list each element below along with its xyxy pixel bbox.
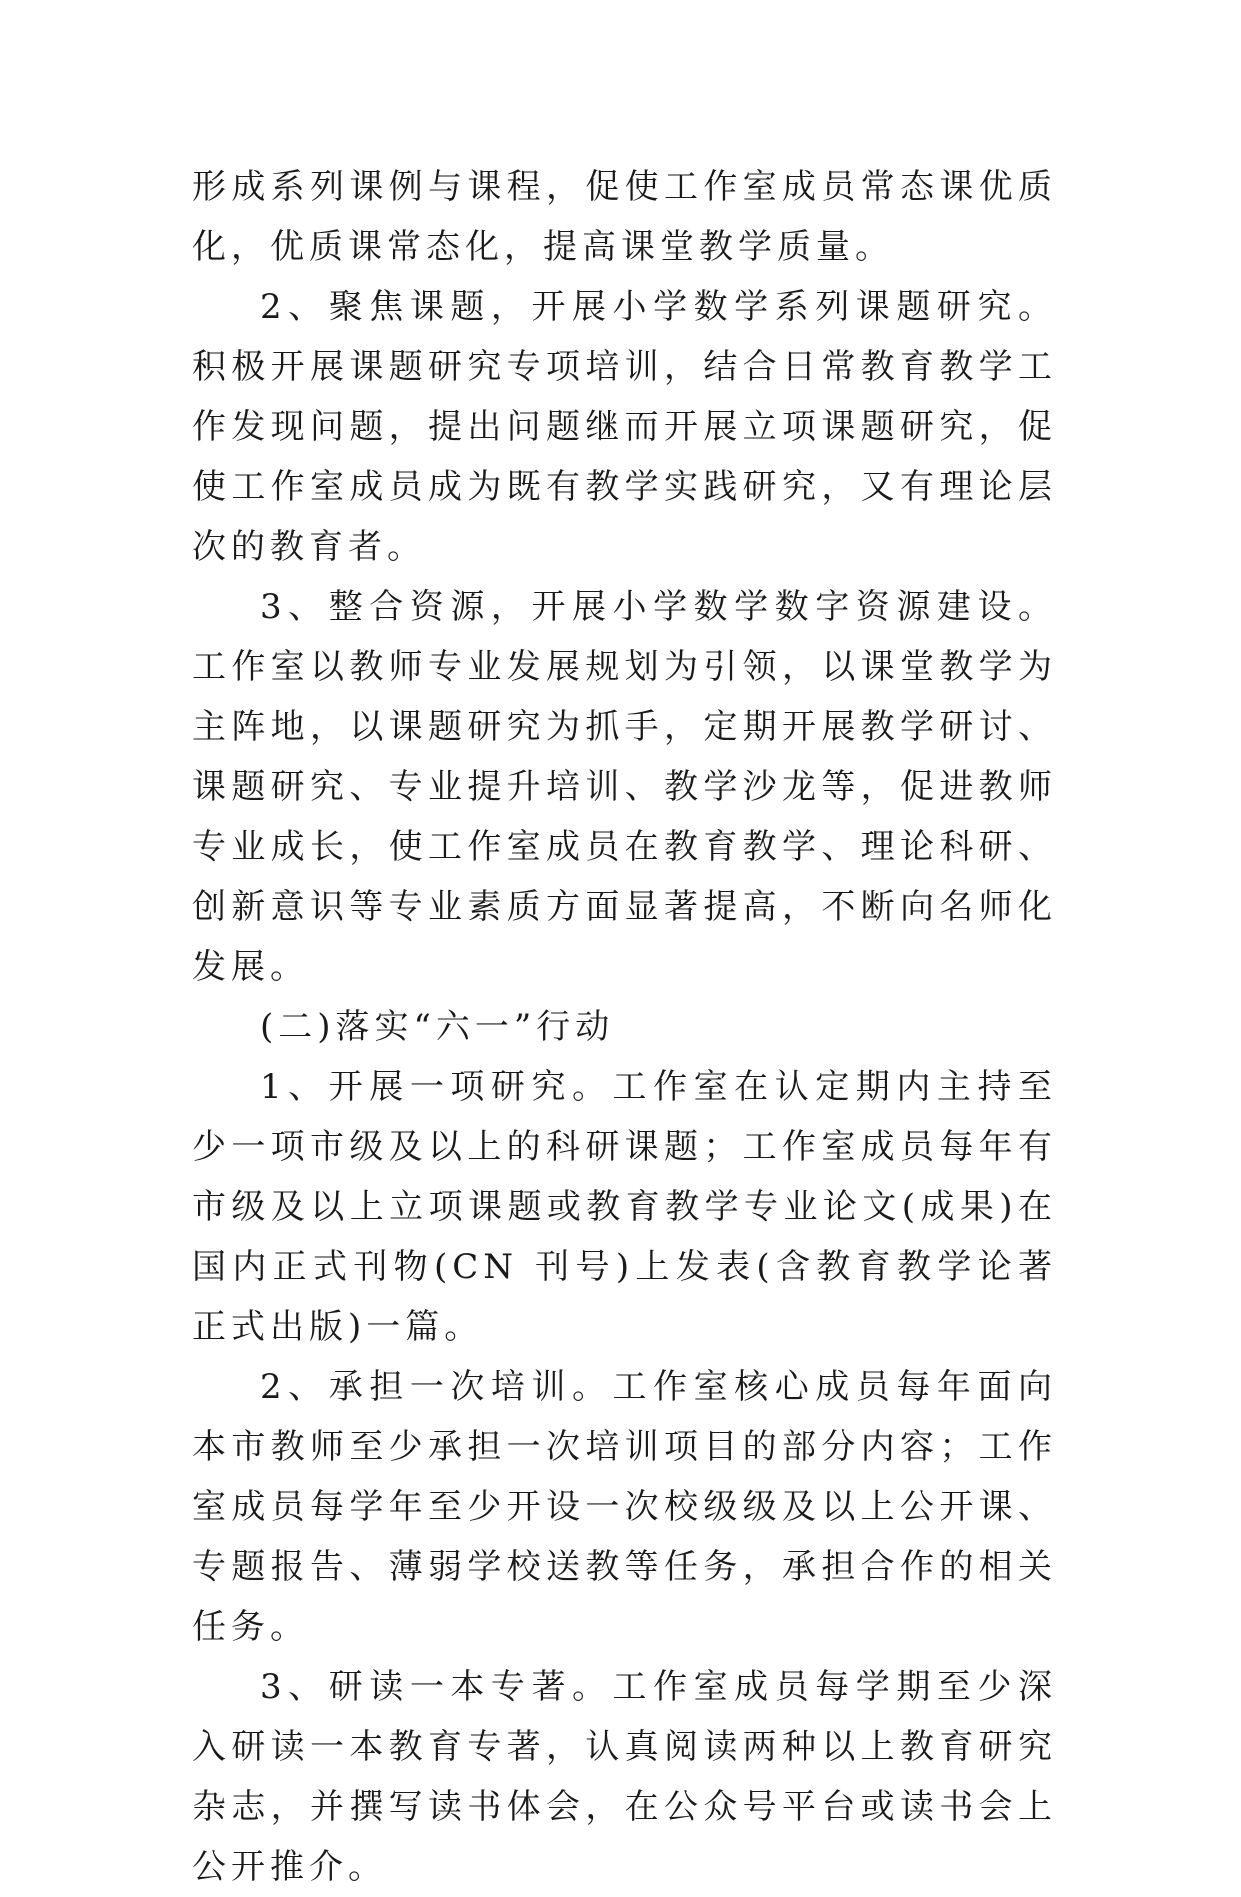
paragraph-action-3: 3、研读一本专著。工作室成员每学期至少深入研读一本教育专著，认真阅读两种以上教育研究杂志，并撰写读书体会，在公众号平台或读书会上公开推介。 [192,1667,1057,1887]
paragraph-item-2-research: 2、聚焦课题，开展小学数学系列课题研究。积极开展课题研究专项培训，结合日常教育教学工作发现问题，提出问题继而开展立项课题研究，促使工作室成员成为既有教学实践研究，又有理论层次的教育者。 [192,287,1057,567]
paragraph-action-2: 2、承担一次培训。工作室核心成员每年面向本市教师至少承担一次培训项目的部分内容；工作室成员每学年至少开设一次校级级及以上公开课、专题报告、薄弱学校送教等任务，承担合作的相关任务。 [192,1367,1057,1647]
section-heading-liuyi: (二)落实“六一”行动 [260,1007,615,1047]
paragraph-item-3-resources: 3、整合资源，开展小学数学数字资源建设。工作室以教师专业发展规划为引领，以课堂教学为主阵地，以课题研究为抓手，定期开展教学研讨、课题研究、专业提升培训、教学沙龙等，促进教师专业成长，使工作室成员在教育教学、理论科研、创新意识等专业素质方面显著提高，不断向名师化发展。 [192,587,1057,987]
paragraph-intro-continuation: 形成系列课例与课程，促使工作室成员常态课优质化，优质课常态化，提高课堂教学质量。 [192,167,1057,267]
document-body [192,157,1057,1897]
paragraph-action-1: 1、开展一项研究。工作室在认定期内主持至少一项市级及以上的科研课题；工作室成员每年有市级及以上立项课题或教育教学专业论文(成果)在国内正式刊物(CN 刊号)上发表(含教育教学论著正式出版)一篇。 [192,1067,1057,1347]
